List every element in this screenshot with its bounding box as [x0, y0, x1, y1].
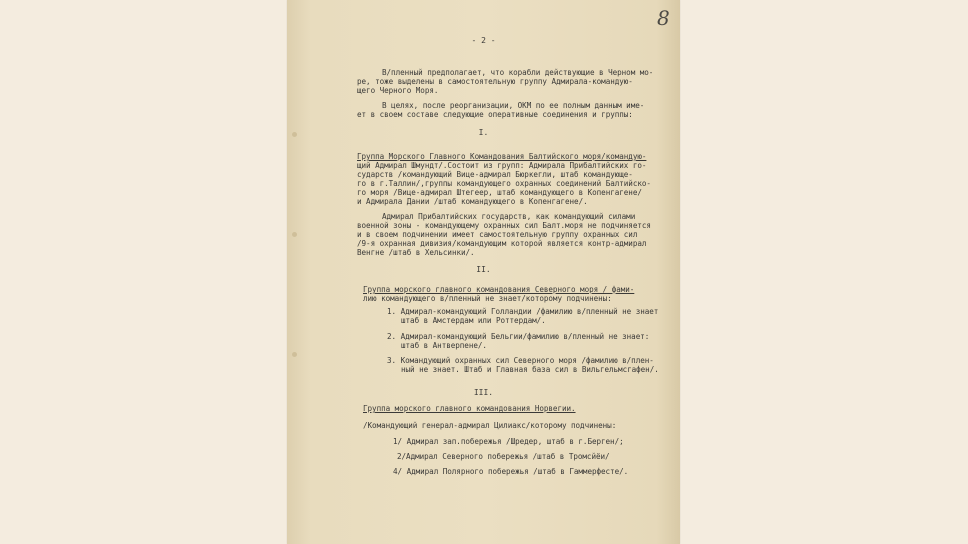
binding-hole [292, 232, 297, 237]
text-line: го в г.Таллин/,группы командующего охранных соединений Балтийско- [357, 179, 651, 188]
text-line: Адмирал Прибалтийских государств, как командующий силами [382, 212, 636, 221]
text-line: военной зоны - командующему охранных сил Балт.моря не подчиняется [357, 221, 651, 230]
section-numeral-2: II. [476, 265, 491, 274]
text-line: щий Адмирал Шмундт/.Состоит из групп: Адмирала Прибалтийских го- [357, 161, 647, 170]
list-item: 4/ Адмирал Полярного побережья /штаб в Гаммерфесте/. [393, 467, 629, 476]
list-item: 2. Адмирал-командующий Бельгии/фамилию в/пленный не знает: [387, 332, 650, 341]
text-line: /Командующий генерал-адмирал Цилиакс/которому подчинены: [363, 421, 617, 430]
text-line: В целях, после реорганизации, ОКМ по ее полным данным име- [382, 101, 645, 110]
section-numeral-1: I. [478, 128, 489, 137]
section-numeral-3: III. [473, 388, 494, 397]
text-line: щего Черного Моря. [357, 86, 439, 95]
text-line: и Адмирала Дании /штаб командующего в Копенгагене/. [357, 197, 588, 206]
list-item: 1/ Адмирал зап.побережья /Шредер, штаб в г.Берген/; [393, 437, 624, 446]
text-line: лию командующего в/пленный не знает/которому подчинены: [363, 294, 612, 303]
text-line: /9-я охранная дивизия/командующим которой является контр-адмирал [357, 239, 647, 248]
text-line: го моря /Вице-адмирал Штегеер, штаб командующего в Копенгагене/ [357, 188, 642, 197]
handwritten-page-mark: 8 [657, 6, 670, 30]
text-line: штаб в Антверпене/. [401, 341, 487, 350]
text-line: ет в своем составе следующие оперативные соединения и группы: [357, 110, 633, 119]
text-line: сударств /командующий Вице-адмирал Бюркегли, штаб командующе- [357, 170, 633, 179]
text-line: В/пленный предполагает, что корабли действующие в Черном мо- [382, 68, 654, 77]
section-heading-norway: Группа морского главного командования Норвегии. [363, 404, 576, 413]
list-item: 1. Адмирал-командующий Голландии /фамилию в/пленный не знает [387, 307, 659, 316]
section-heading-north-sea: Группа морского главного командования Северного моря / фами- [363, 285, 635, 294]
text-line: ре, тоже выделены в самостоятельную группу Адмирала-командую- [357, 77, 633, 86]
text-line: штаб в Амстердам или Роттердам/. [401, 316, 546, 325]
text-line: и в своем подчинении имеет самостоятельную группу охранных сил [357, 230, 638, 239]
section-heading-baltic: Группа Морского Главного Командования Балтийского моря/командую- [357, 152, 647, 161]
list-item: 3. Командующий охранных сил Северного моря /фамилию в/плен- [387, 356, 654, 365]
document-page [287, 0, 680, 544]
page-number: - 2 - [471, 36, 496, 45]
binding-hole [292, 352, 297, 357]
text-line: ный не знает. Штаб и Главная база сил в Вильгельмсгафен/. [401, 365, 659, 374]
text-line: Венгне /штаб в Хельсинки/. [357, 248, 475, 257]
list-item: 2/Адмирал Северного побережья /штаб в Тромсйёи/ [397, 452, 610, 461]
